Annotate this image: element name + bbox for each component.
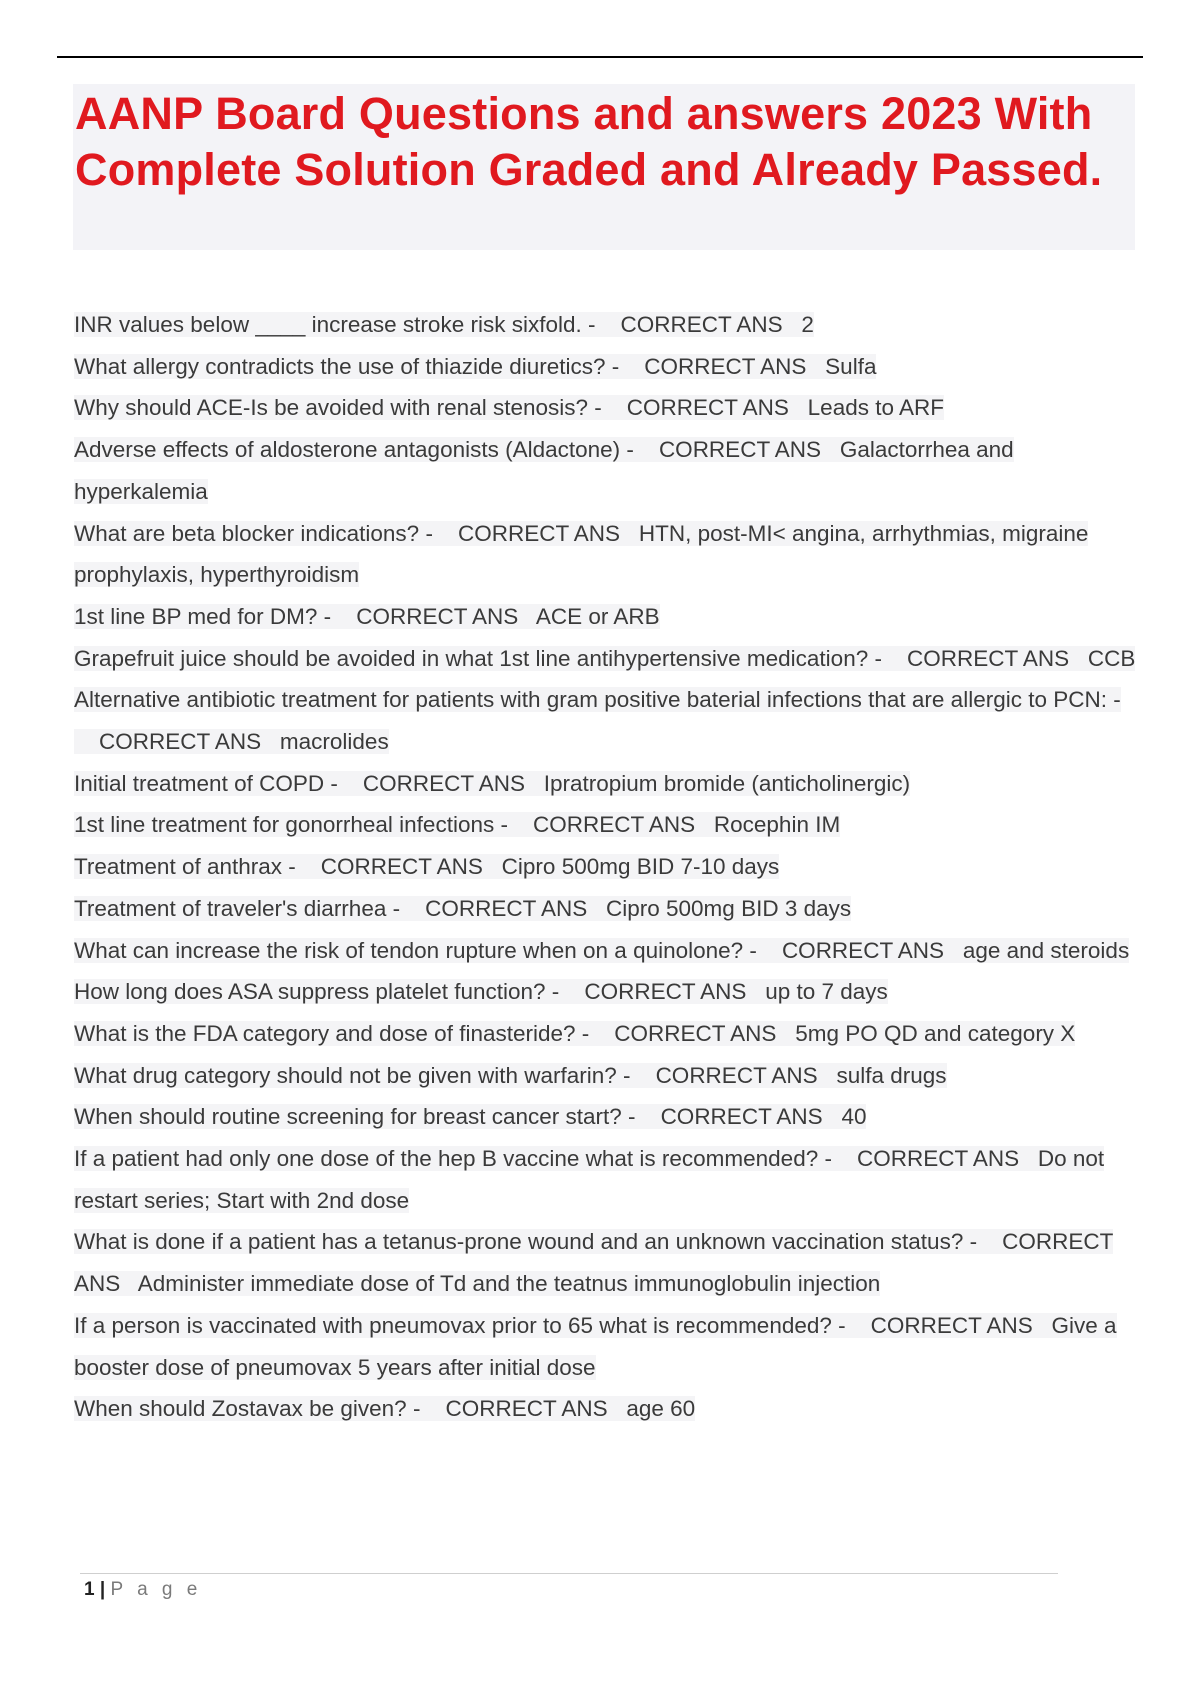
title-block [73, 84, 1135, 250]
qa-line [74, 1063, 947, 1088]
qa-line [74, 1104, 866, 1129]
question-text: What is the FDA category and dose of finasteride? - [74, 1020, 590, 1046]
question-text: What are beta blocker indications? - [74, 520, 433, 546]
answer-label: CORRECT ANS [425, 895, 588, 921]
answer-label: CORRECT ANS [445, 1396, 608, 1422]
answer-label: CORRECT ANS [856, 1146, 1020, 1172]
question-text: Treatment of anthrax - [74, 854, 296, 880]
question-text: Grapefruit juice should be avoided in what 1st line antihypertensive medication? - [74, 645, 882, 671]
answer-text: 40 [841, 1104, 867, 1130]
question-text: Treatment of traveler's diarrhea - [74, 895, 401, 921]
answer-label: CORRECT ANS [906, 645, 1070, 671]
qa-line [74, 395, 944, 420]
answer-text: CCB [1087, 645, 1136, 671]
qa-item [74, 387, 1144, 429]
question-text: Initial treatment of COPD - [74, 770, 338, 796]
qa-line [74, 604, 660, 629]
qa-item [74, 1221, 1144, 1304]
qa-line [74, 354, 876, 379]
answer-text: Give a booster dose of pneumovax 5 years after initial dose [74, 1312, 1117, 1380]
footer-rule [80, 1573, 1058, 1574]
qa-item [74, 1096, 1144, 1138]
qa-line [74, 1021, 1075, 1046]
answer-label: CORRECT ANS [655, 1062, 818, 1088]
page-separator: | [99, 1579, 106, 1600]
answer-label: CORRECT ANS [584, 979, 747, 1005]
qa-line [74, 938, 1129, 963]
answer-text: up to 7 days [765, 979, 888, 1005]
qa-line [74, 687, 1121, 754]
qa-item [74, 930, 1144, 972]
qa-item [74, 1138, 1144, 1221]
question-text: What allergy contradicts the use of thiazide diuretics? - [74, 353, 620, 379]
question-text: What can increase the risk of tendon rupture when on a quinolone? - [74, 937, 757, 963]
question-text: If a patient had only one dose of the hep B vaccine what is recommended? - [74, 1146, 832, 1172]
answer-label: CORRECT ANS [74, 1229, 1113, 1297]
answer-text: Ipratropium bromide (anticholinergic) [543, 770, 911, 796]
qa-line [74, 521, 1088, 588]
answer-text: Leads to ARF [807, 395, 945, 421]
qa-line [74, 646, 1135, 671]
qa-item [74, 1055, 1144, 1097]
qa-line [74, 1313, 1117, 1380]
page-footer [84, 1578, 202, 1602]
question-text: When should Zostavax be given? - [74, 1396, 421, 1422]
question-text: INR values below ____ increase stroke risk sixfold. - [74, 312, 596, 337]
qa-item [74, 638, 1144, 680]
answer-label: CORRECT ANS [356, 603, 519, 629]
qa-line [74, 812, 840, 837]
qa-item [74, 846, 1144, 888]
answer-label: CORRECT ANS [614, 1020, 777, 1046]
answer-text: HTN, post-MI< angina, arrhythmias, migraine prophylaxis, hyperthyroidism [74, 520, 1089, 588]
question-text: What is done if a patient has a tetanus-prone wound and an unknown vaccination status? - [74, 1229, 978, 1255]
qa-line [74, 1229, 1113, 1296]
question-text: What drug category should not be given with warfarin? - [74, 1062, 631, 1088]
answer-label: CORRECT ANS [99, 729, 262, 755]
question-text: How long does ASA suppress platelet function? - [74, 979, 560, 1005]
answer-text: 5mg PO QD and category X [795, 1020, 1076, 1046]
answer-label: CORRECT ANS [320, 854, 483, 880]
qa-item [74, 1013, 1144, 1055]
page-label: P a g e [110, 1579, 202, 1600]
qa-line [74, 771, 910, 796]
qa-line [74, 312, 814, 337]
qa-line [74, 1146, 1104, 1213]
answer-label: CORRECT ANS [658, 437, 822, 463]
answer-text: Administer immediate dose of Td and the teatnus immunoglobulin injection [137, 1271, 881, 1297]
answer-label: CORRECT ANS [362, 770, 525, 796]
qa-item [74, 763, 1144, 805]
answer-text: Cipro 500mg BID 7-10 days [501, 854, 780, 880]
page-number: 1 [84, 1579, 95, 1600]
qa-item [74, 429, 1144, 512]
answer-label: CORRECT ANS [457, 520, 621, 546]
qa-line [74, 1396, 695, 1421]
qa-item [74, 1305, 1144, 1388]
answer-text: Rocephin IM [713, 812, 841, 838]
answer-label: CORRECT ANS [660, 1104, 823, 1130]
answer-text: age 60 [626, 1396, 696, 1422]
qa-list [74, 304, 1144, 1430]
qa-item [74, 1388, 1144, 1430]
answer-label: CORRECT ANS [620, 312, 783, 337]
answer-text: 2 [801, 312, 814, 337]
qa-line [74, 979, 888, 1004]
answer-text: ACE or ARB [535, 603, 660, 629]
qa-line [74, 854, 779, 879]
question-text: 1st line treatment for gonorrheal infections - [74, 812, 508, 838]
top-rule [57, 56, 1143, 58]
qa-item [74, 304, 1144, 346]
qa-item [74, 804, 1144, 846]
question-text: Why should ACE-Is be avoided with renal stenosis? - [74, 395, 602, 421]
answer-label: CORRECT ANS [870, 1312, 1033, 1338]
question-text: Adverse effects of aldosterone antagonists (Aldactone) - [74, 437, 634, 463]
qa-item [74, 596, 1144, 638]
qa-item [74, 679, 1144, 762]
qa-line [74, 896, 851, 921]
answer-text: Do not restart series; Start with 2nd dose [74, 1146, 1105, 1213]
qa-line [74, 437, 1014, 504]
answer-text: age and steroids [962, 937, 1130, 963]
answer-text: Cipro 500mg BID 3 days [606, 895, 852, 921]
qa-item [74, 888, 1144, 930]
question-text: 1st line BP med for DM? - [74, 603, 332, 629]
qa-item [74, 513, 1144, 596]
answer-text: macrolides [279, 729, 389, 755]
qa-item [74, 971, 1144, 1013]
question-text: When should routine screening for breast cancer start? - [74, 1104, 636, 1130]
answer-label: CORRECT ANS [533, 812, 696, 838]
question-text: If a person is vaccinated with pneumovax prior to 65 what is recommended? - [74, 1312, 846, 1338]
answer-text: Sulfa [825, 353, 877, 379]
question-text: Alternative antibiotic treatment for patients with gram positive baterial infections that are allergic to PCN: - [74, 687, 1121, 713]
answer-text: sulfa drugs [836, 1062, 947, 1088]
answer-label: CORRECT ANS [781, 937, 945, 963]
answer-text: Galactorrhea and hyperkalemia [74, 437, 1014, 504]
answer-label: CORRECT ANS [626, 395, 789, 421]
answer-label: CORRECT ANS [644, 353, 807, 379]
qa-item [74, 346, 1144, 388]
document-title: AANP Board Questions and answers 2023 With Complete Solution Graded and Already Passed. [75, 88, 1103, 195]
